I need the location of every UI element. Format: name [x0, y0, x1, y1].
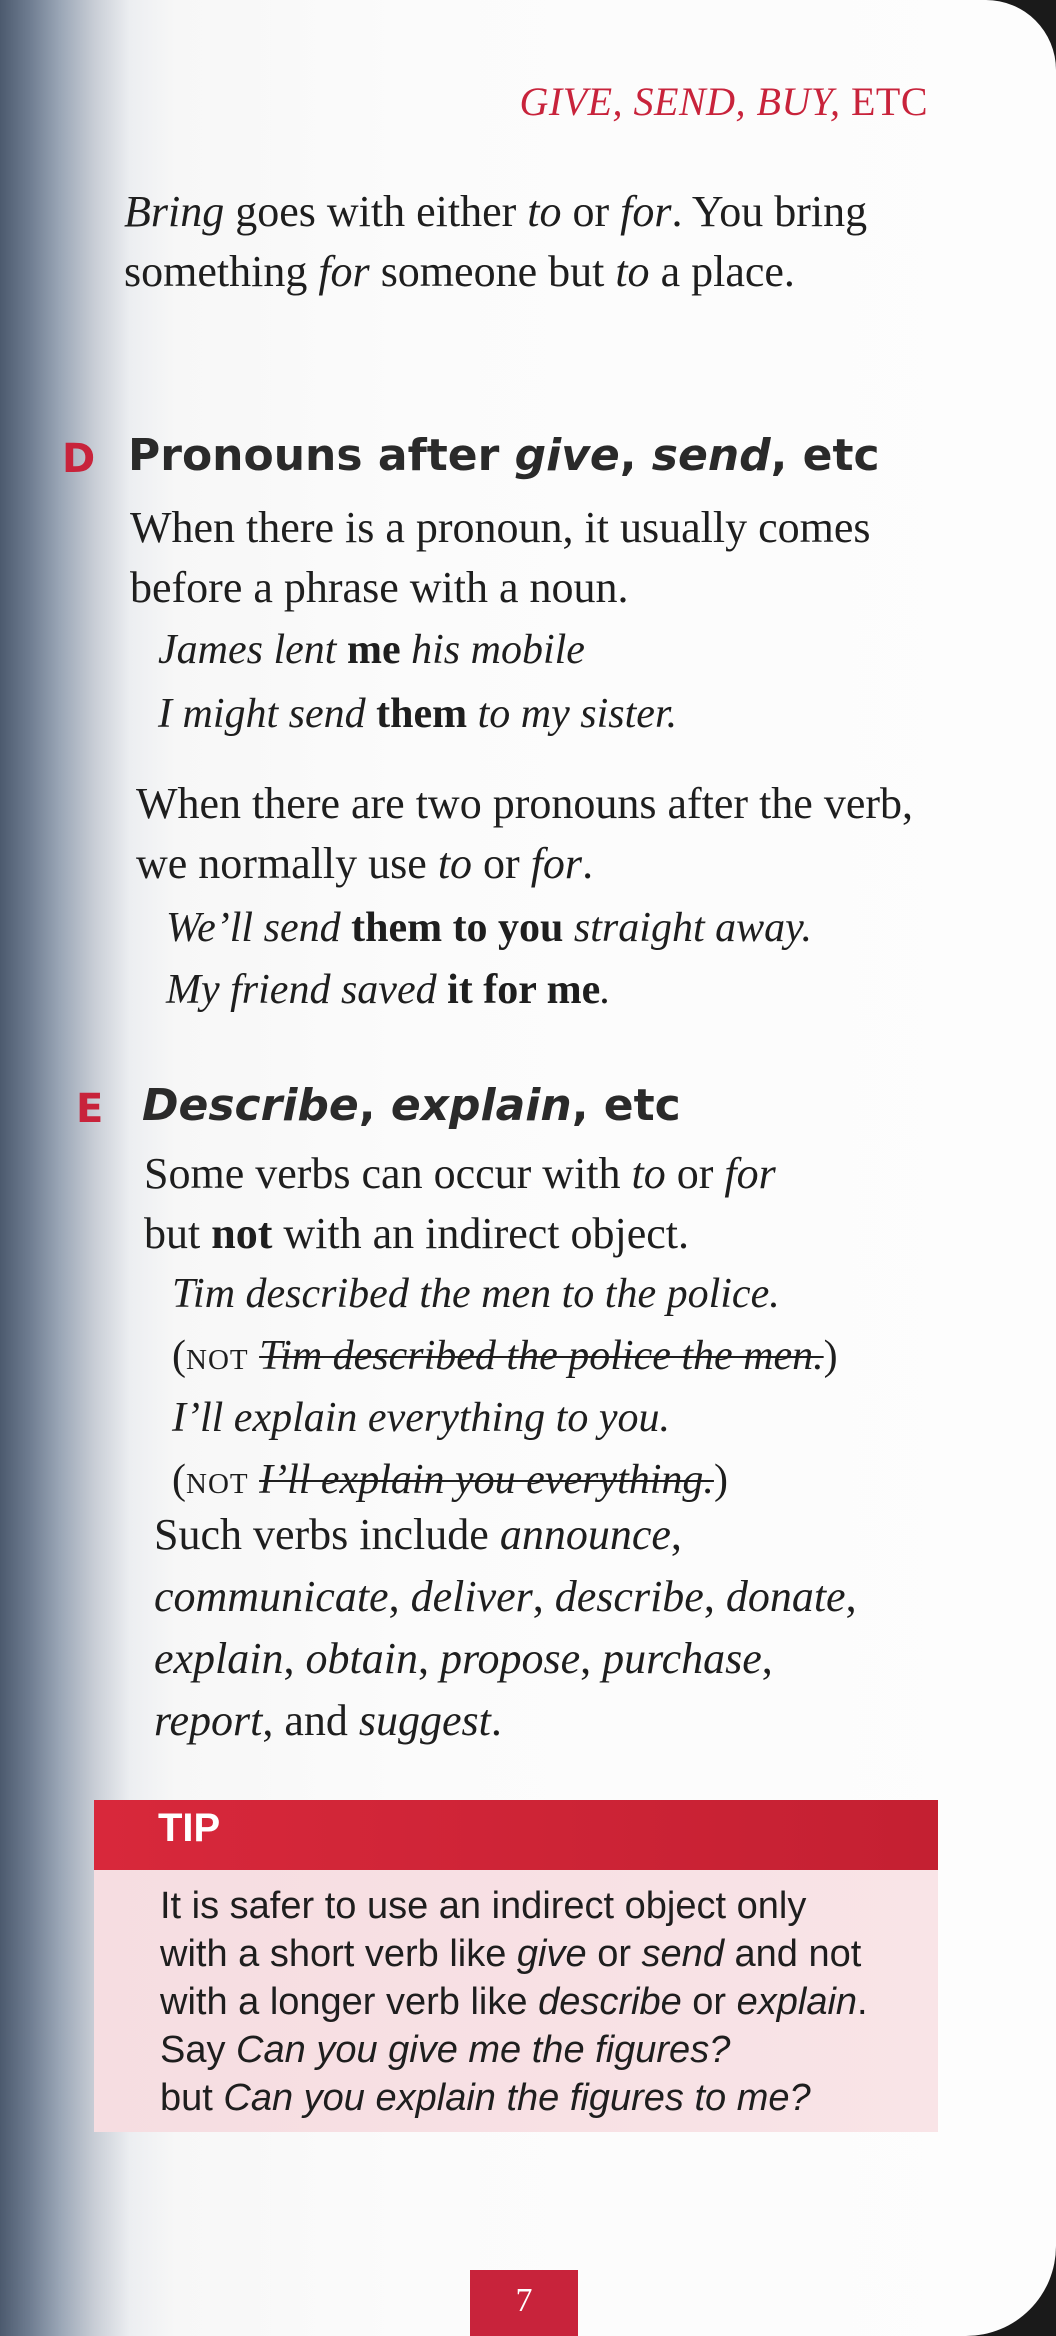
section-e-title: Describe, explain, etc: [142, 1080, 681, 1131]
section-d-paragraph-1: When there is a pronoun, it usually comes before a phrase with a noun.: [130, 503, 871, 612]
section-d-letter: D: [62, 436, 96, 482]
intro-paragraph: Bring goes with either to or for. You bring something for someone but to a place.: [124, 187, 868, 296]
section-e-paragraph-1: Some verbs can occur with to or for but not with an indirect object.: [144, 1149, 776, 1258]
section-d-example-2: I might send them to my sister.: [158, 691, 678, 737]
tip-line-2: with a short verb like give or send and not: [160, 1933, 862, 1975]
section-d-example-1: James lent me his mobile: [158, 627, 585, 673]
tip-label: TIP: [158, 1806, 221, 1850]
tip-header-bar: [94, 1800, 938, 1870]
section-e-letter: E: [76, 1086, 104, 1132]
tip-line-5: but Can you explain the figures to me?: [160, 2077, 811, 2119]
tip-text: [160, 1882, 868, 2122]
tip-line-1: It is safer to use an indirect object only: [160, 1885, 807, 1927]
tip-line-3: with a longer verb like describe or explain.: [160, 1981, 868, 2023]
section-d-title: Pronouns after give, send, etc: [128, 430, 880, 481]
tip-box: [94, 1870, 938, 2132]
page-number: 7: [515, 2282, 533, 2319]
section-e-example-2: I’ll explain everything to you.: [172, 1395, 670, 1441]
section-d-example-4: My friend saved it for me.: [166, 967, 611, 1013]
section-e-paragraph-2: Such verbs include announce, communicate, deliver, describe, donate, explain, obtain, propose, purchase, report, and suggest.: [154, 1510, 857, 1745]
section-e-counter-example-1: (not Tim described the police the men.): [172, 1333, 838, 1379]
running-head-plain: ETC: [840, 79, 928, 124]
page-number-box: [470, 2270, 578, 2336]
running-head-italic: GIVE, SEND, BUY,: [519, 79, 841, 124]
running-head: [519, 78, 928, 125]
section-d-paragraph-2: When there are two pronouns after the verb, we normally use to or for.: [136, 779, 914, 888]
section-e-example-1: Tim described the men to the police.: [172, 1271, 780, 1317]
section-e-counter-example-2: (not I’ll explain you everything.): [172, 1457, 728, 1503]
section-d-example-3: We’ll send them to you straight away.: [166, 905, 812, 951]
tip-line-4: Say Can you give me the figures?: [160, 2029, 731, 2071]
